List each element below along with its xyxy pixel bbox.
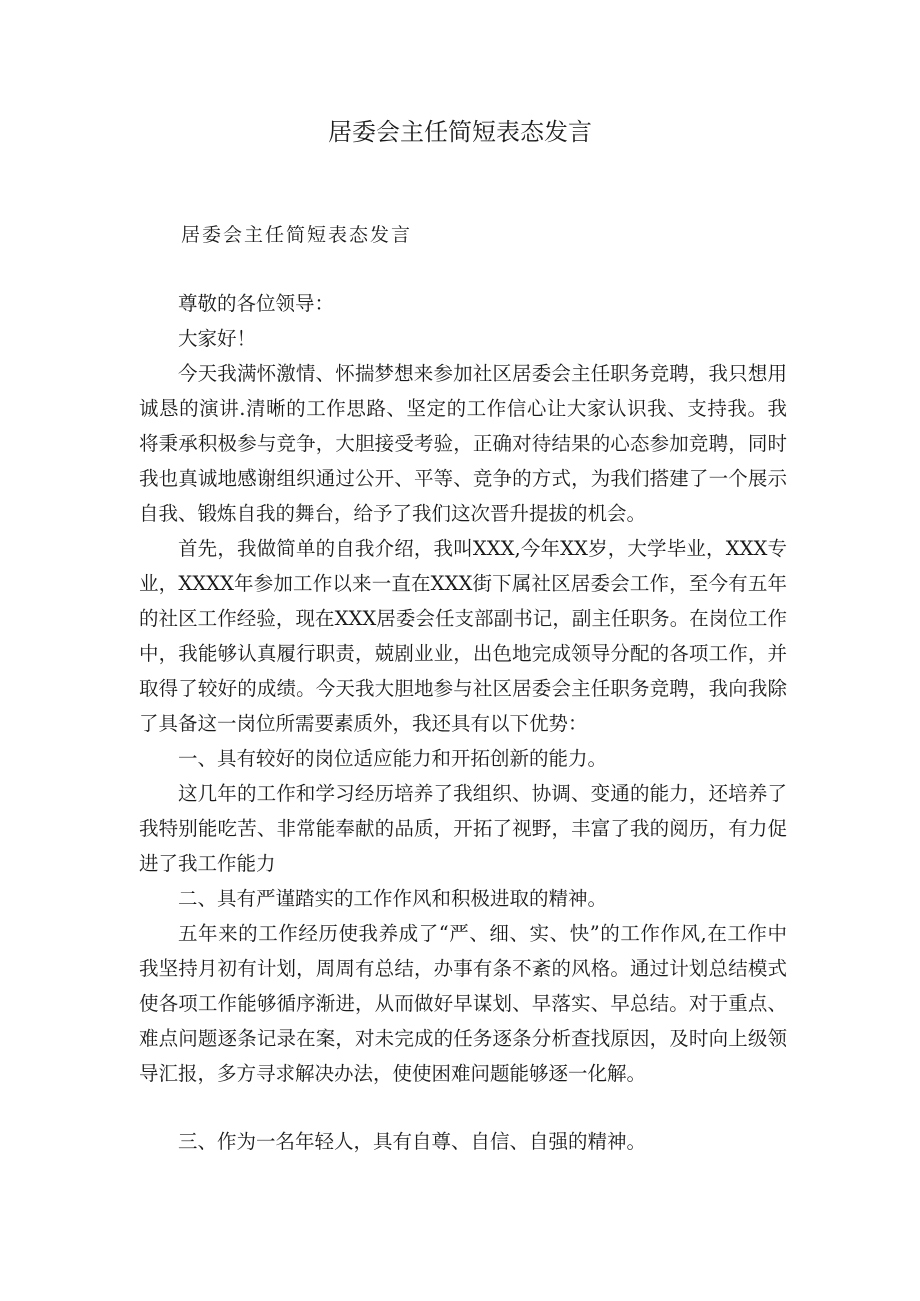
section-heading: 二、具有严谨踏实的工作作风和积极进取的精神。 — [178, 887, 608, 910]
document-body — [139, 286, 787, 1091]
body-paragraph: 这几年的工作和学习经历培养了我组织、协调、变通的能力，还培养了我特别能吃苦、非常能奉献的品质，开拓了视野，丰富了我的阅历，有力促进了我工作能力 — [139, 782, 787, 875]
greeting: 大家好！ — [178, 327, 257, 350]
section-heading-three: 三、作为一名年轻人，具有自尊、自信、自强的精神。 — [178, 1130, 647, 1153]
document-title: 居委会主任简短表态发言 — [328, 118, 592, 146]
document-subtitle: 居委会主任简短表态发言 — [181, 224, 413, 246]
body-paragraph: 五年来的工作经历使我养成了“严、细、实、快”的工作作风,在工作中我坚持月初有计划，周周有总结，办事有条不紊的风格。通过计划总结模式使各项工作能够循序渐进，从而做好早谋划、早落实、早总结。对于重点、难点问题逐条记录在案，对未完成的任务逐条分析查找原因，及时向上级领导汇报，多方寻求解决办法，使使困难问题能够逐一化解。 — [139, 922, 787, 1085]
body-paragraph: 今天我满怀激情、怀揣梦想来参加社区居委会主任职务竞聘，我只想用诚恳的演讲.清晰的工作思路、坚定的工作信心让大家认识我、支持我。我将秉承积极参与竞争，大胆接受考验，正确对待结果的心态参加竞聘，同时我也真诚地感谢组织通过公开、平等、竞争的方式，为我们搭建了一个展示自我、锻炼自我的舞台，给予了我们这次晋升提拔的机会。 — [139, 362, 787, 525]
body-paragraph: 首先，我做简单的自我介绍，我叫XXX,今年XX岁，大学毕业，XXX专业，XXXX年参加工作以来一直在XXX街下属社区居委会工作，至今有五年的社区工作经验，现在XXX居委会任支部副书记，副主任职务。在岗位工作中，我能够认真履行职责，兢剧业业，出色地完成领导分配的各项工作，并取得了较好的成绩。今天我大胆地参与社区居委会主任职务竞聘，我向我除了具备这一岗位所需要素质外，我还具有以下优势： — [139, 537, 787, 735]
section-heading: 一、具有较好的岗位适应能力和开拓创新的能力。 — [178, 747, 608, 770]
salutation: 尊敬的各位领导： — [178, 292, 335, 315]
